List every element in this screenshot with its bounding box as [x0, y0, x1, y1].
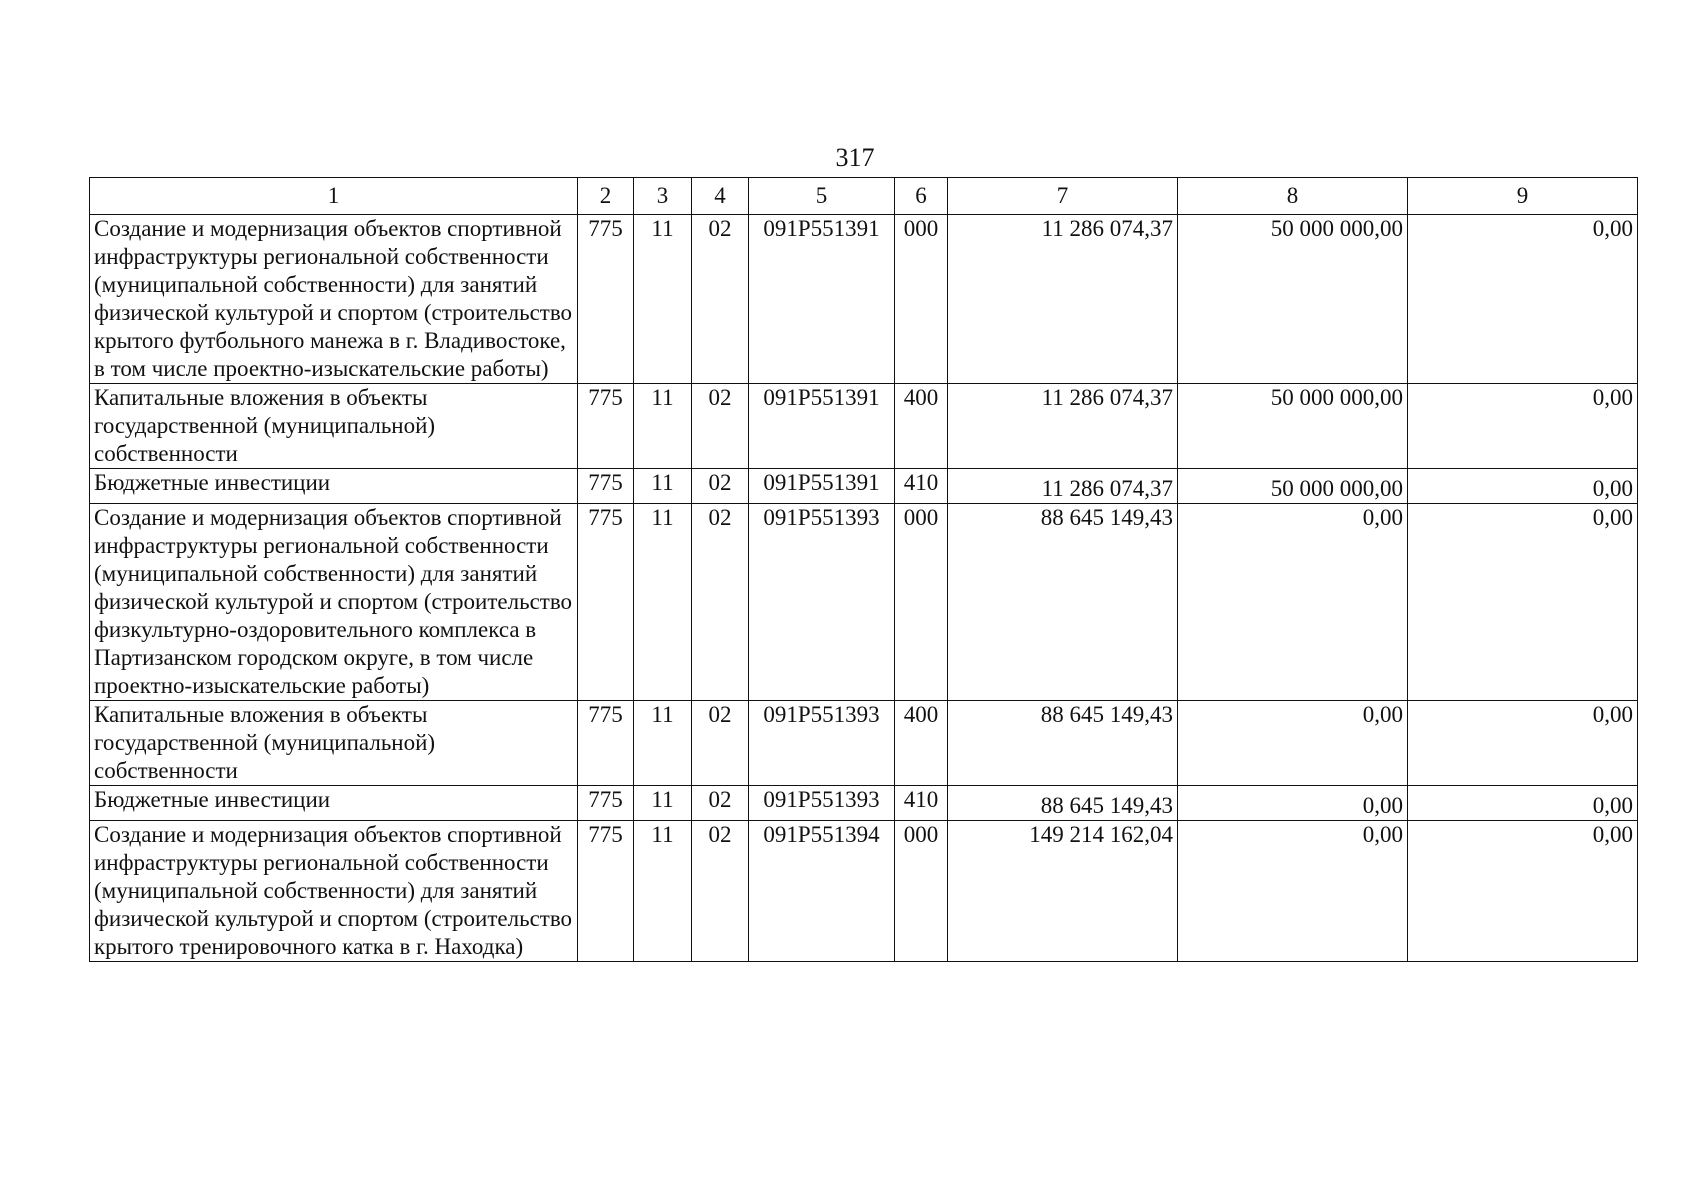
amount-col-8: 50 000 000,00 [1178, 384, 1408, 469]
amount-col-7: 88 645 149,43 [948, 786, 1178, 821]
section-code: 11 [634, 215, 692, 384]
column-header: 1 [90, 178, 578, 215]
row-name: Создание и модернизация объектов спортивной инфраструктуры региональной собственности (муниципальной собственности) для занятий физической культурой и спортом (строительство крытого тренировочного катка в г. Находка) [90, 821, 578, 962]
row-name: Капитальные вложения в объекты государственной (муниципальной) собственности [90, 701, 578, 786]
subsection-code: 02 [692, 469, 749, 504]
column-header: 9 [1408, 178, 1638, 215]
row-name: Капитальные вложения в объекты государственной (муниципальной) собственности [90, 384, 578, 469]
table-row [90, 504, 1638, 701]
amount-col-9: 0,00 [1408, 701, 1638, 786]
column-number-row [90, 178, 1638, 215]
column-header: 4 [692, 178, 749, 215]
amount-col-7: 88 645 149,43 [948, 504, 1178, 701]
expense-type-code: 400 [895, 701, 948, 786]
column-header: 8 [1178, 178, 1408, 215]
target-article-code: 091P551393 [749, 701, 895, 786]
budget-table [89, 177, 1638, 962]
page-number: 317 [835, 143, 875, 172]
expense-type-code: 000 [895, 504, 948, 701]
amount-col-7: 11 286 074,37 [948, 469, 1178, 504]
subsection-code: 02 [692, 215, 749, 384]
amount-col-7: 11 286 074,37 [948, 215, 1178, 384]
column-header: 3 [634, 178, 692, 215]
expense-type-code: 000 [895, 215, 948, 384]
amount-col-8: 0,00 [1178, 701, 1408, 786]
grbs-code: 775 [578, 701, 634, 786]
table-row [90, 821, 1638, 962]
amount-col-8: 0,00 [1178, 786, 1408, 821]
target-article-code: 091P551393 [749, 504, 895, 701]
amount-col-8: 0,00 [1178, 821, 1408, 962]
table-row [90, 701, 1638, 786]
amount-col-9: 0,00 [1408, 821, 1638, 962]
amount-col-9: 0,00 [1408, 786, 1638, 821]
row-name: Создание и модернизация объектов спортивной инфраструктуры региональной собственности (муниципальной собственности) для занятий физической культурой и спортом (строительство физкультурно-оздоровительного комплекса в Партизанском городском округе, в том числе проектно-изыскательские работы) [90, 504, 578, 701]
column-header: 6 [895, 178, 948, 215]
amount-col-7: 149 214 162,04 [948, 821, 1178, 962]
section-code: 11 [634, 701, 692, 786]
subsection-code: 02 [692, 701, 749, 786]
expense-type-code: 000 [895, 821, 948, 962]
row-name: Бюджетные инвестиции [90, 786, 578, 821]
subsection-code: 02 [692, 821, 749, 962]
row-name: Бюджетные инвестиции [90, 469, 578, 504]
expense-type-code: 400 [895, 384, 948, 469]
expense-type-code: 410 [895, 469, 948, 504]
amount-col-8: 50 000 000,00 [1178, 469, 1408, 504]
section-code: 11 [634, 469, 692, 504]
target-article-code: 091P551393 [749, 786, 895, 821]
target-article-code: 091P551391 [749, 469, 895, 504]
table-row [90, 786, 1638, 821]
row-name: Создание и модернизация объектов спортивной инфраструктуры региональной собственности (муниципальной собственности) для занятий физической культурой и спортом (строительство крытого футбольного манежа в г. Владивостоке, в том числе проектно-изыскательские работы) [90, 215, 578, 384]
target-article-code: 091P551391 [749, 215, 895, 384]
column-header: 2 [578, 178, 634, 215]
column-header: 5 [749, 178, 895, 215]
table-row [90, 384, 1638, 469]
section-code: 11 [634, 786, 692, 821]
section-code: 11 [634, 821, 692, 962]
table-row [90, 215, 1638, 384]
amount-col-9: 0,00 [1408, 469, 1638, 504]
amount-col-8: 50 000 000,00 [1178, 215, 1408, 384]
column-header: 7 [948, 178, 1178, 215]
grbs-code: 775 [578, 786, 634, 821]
grbs-code: 775 [578, 215, 634, 384]
grbs-code: 775 [578, 384, 634, 469]
amount-col-7: 88 645 149,43 [948, 701, 1178, 786]
subsection-code: 02 [692, 786, 749, 821]
grbs-code: 775 [578, 504, 634, 701]
grbs-code: 775 [578, 469, 634, 504]
section-code: 11 [634, 384, 692, 469]
target-article-code: 091P551394 [749, 821, 895, 962]
table-row [90, 469, 1638, 504]
target-article-code: 091P551391 [749, 384, 895, 469]
subsection-code: 02 [692, 384, 749, 469]
amount-col-9: 0,00 [1408, 384, 1638, 469]
amount-col-7: 11 286 074,37 [948, 384, 1178, 469]
subsection-code: 02 [692, 504, 749, 701]
grbs-code: 775 [578, 821, 634, 962]
section-code: 11 [634, 504, 692, 701]
expense-type-code: 410 [895, 786, 948, 821]
amount-col-8: 0,00 [1178, 504, 1408, 701]
amount-col-9: 0,00 [1408, 215, 1638, 384]
amount-col-9: 0,00 [1408, 504, 1638, 701]
